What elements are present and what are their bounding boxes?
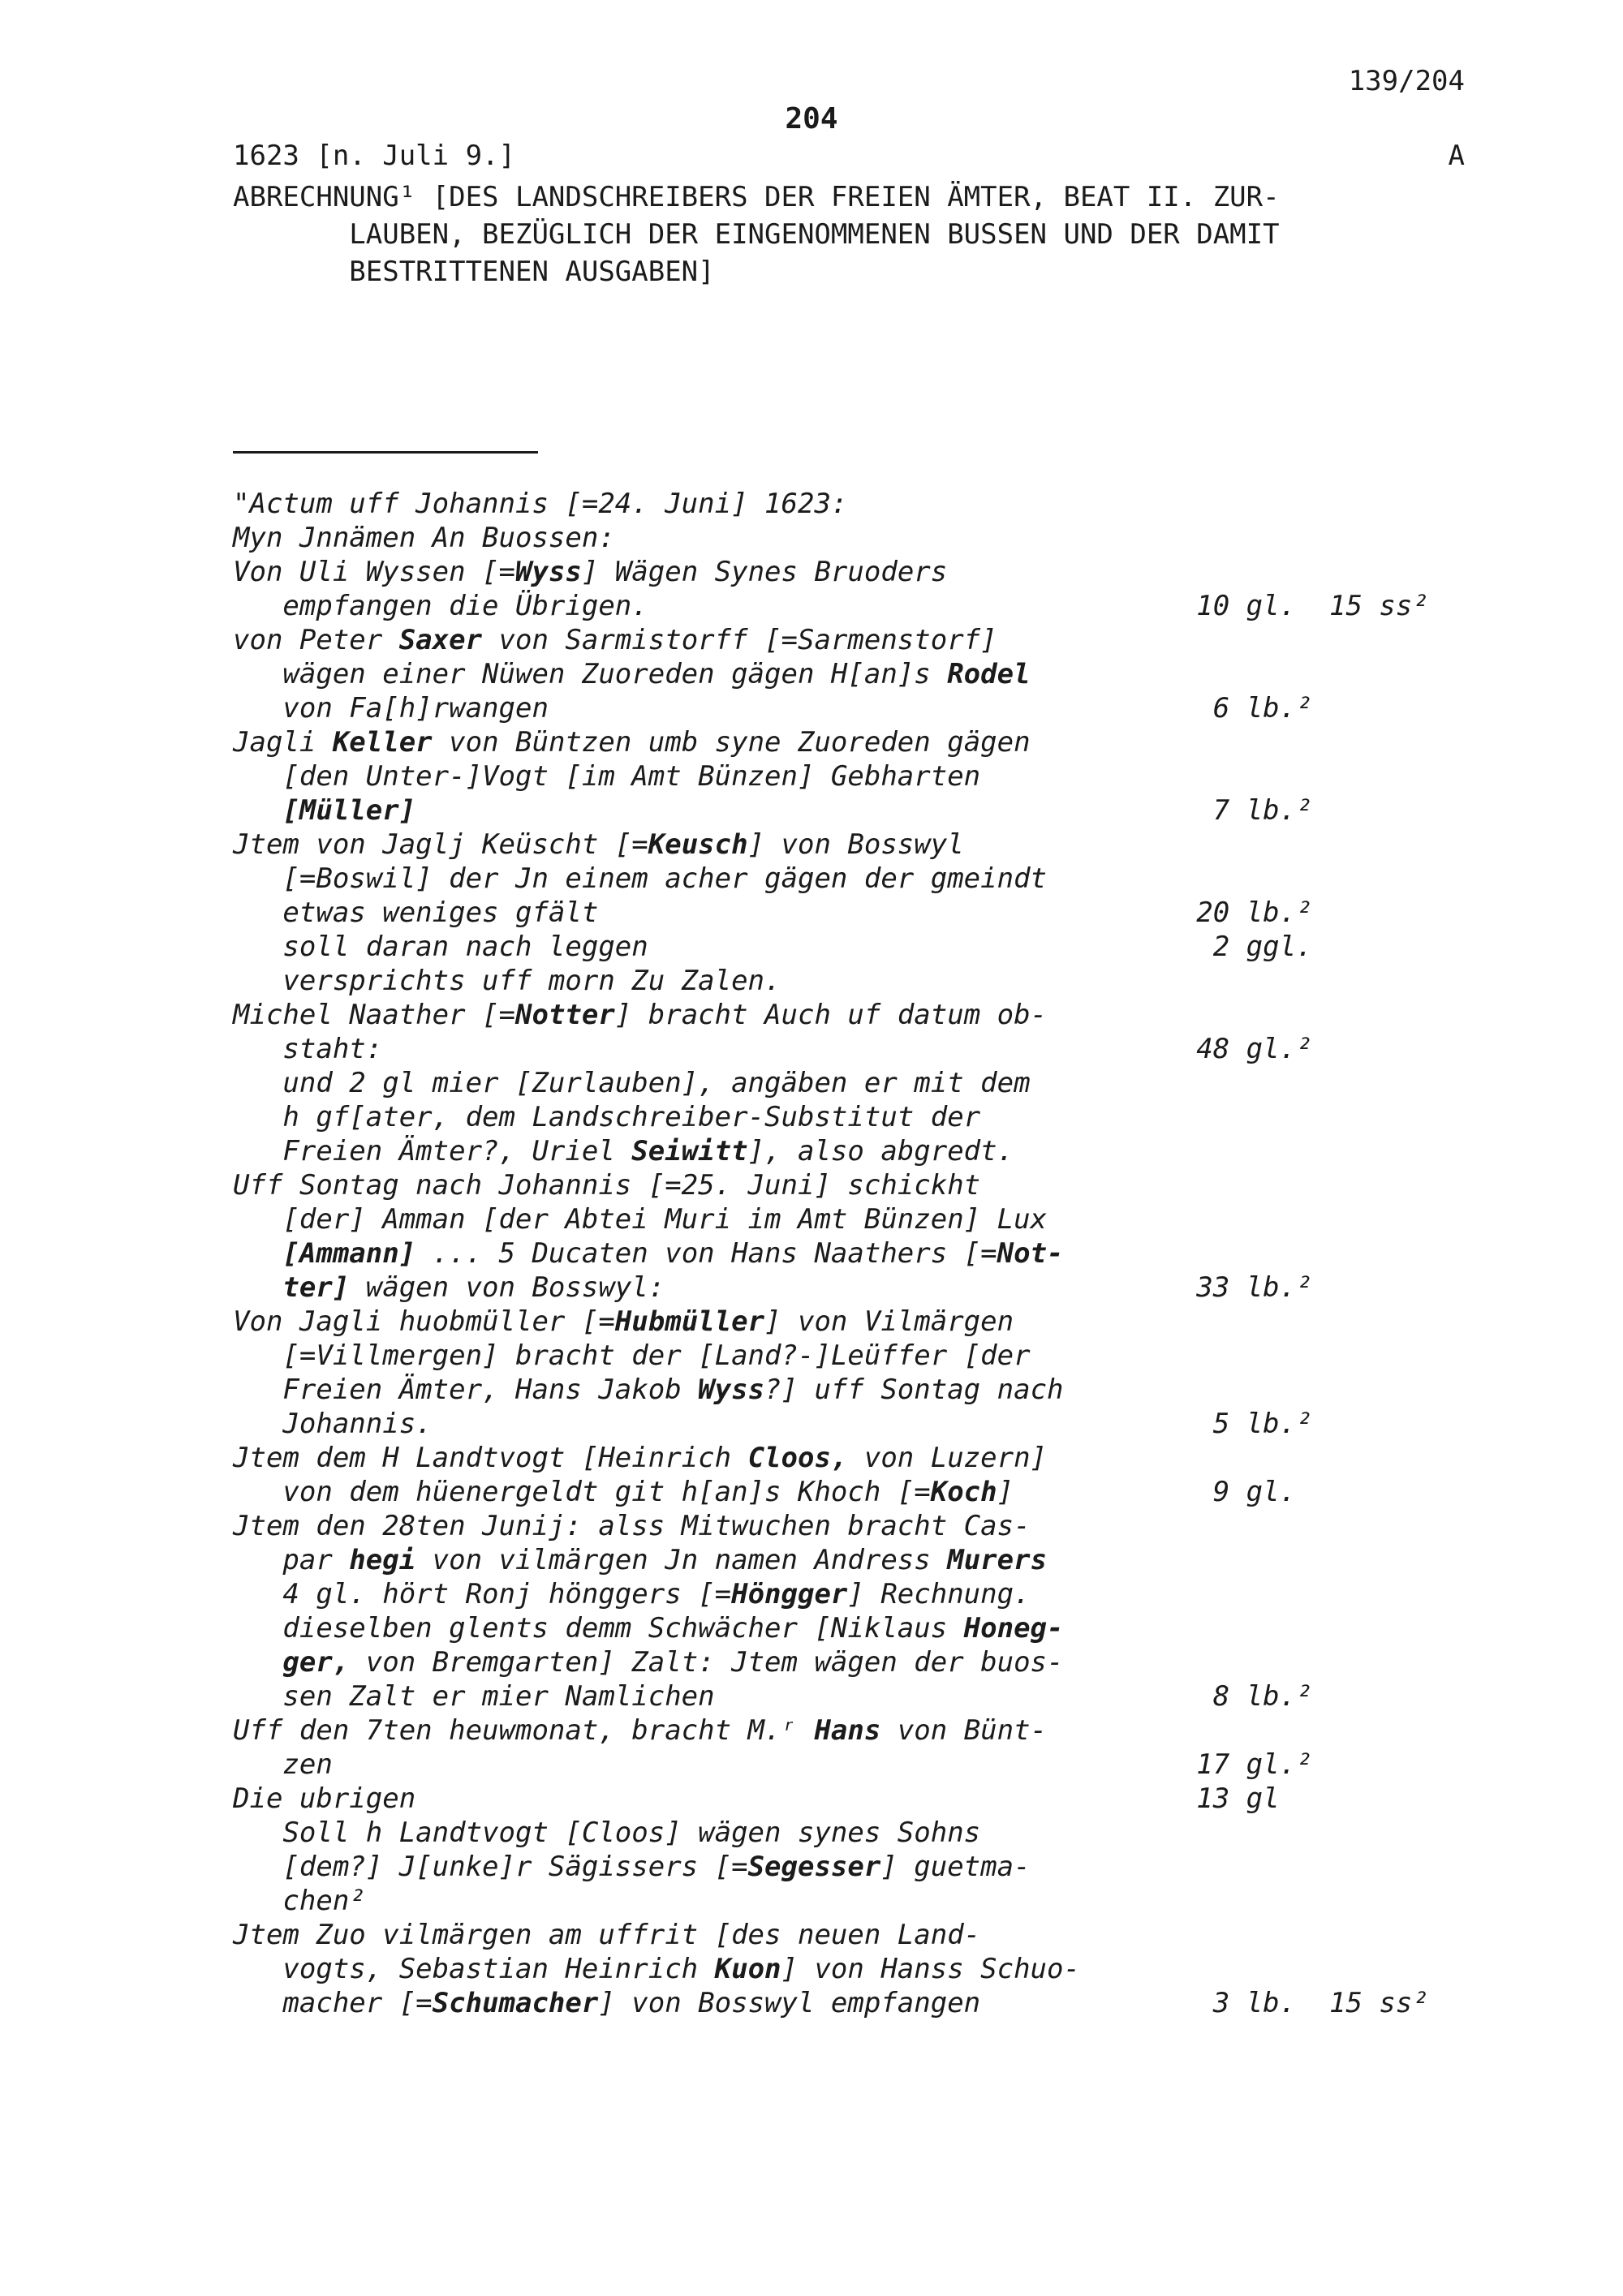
entry-line	[233, 623, 1465, 657]
entry-amount: 6 lb.²	[1196, 692, 1313, 724]
entry-line	[233, 1816, 1465, 1850]
entry-text: Jtem den 28ten Junij: alss Mitwuchen bracht Cas-	[233, 1510, 1031, 1542]
entry-text: h gf[ater, dem Landschreiber-Substitut der	[282, 1101, 981, 1133]
entry-text: ter] wägen von Bosswyl:	[282, 1271, 665, 1304]
entry-text: wägen einer Nüwen Zuoreden gägen H[an]s Rodel	[282, 658, 1031, 690]
entry-text: Die ubrigen	[233, 1782, 416, 1815]
entry-text: [Müller]	[282, 794, 416, 827]
entry-text: 4 gl. hört Ronj hönggers [=Höngger] Rechnung.	[282, 1578, 1031, 1610]
entry-line	[233, 1509, 1465, 1543]
entry-line	[233, 998, 1465, 1032]
entry-line	[233, 1305, 1465, 1339]
entry-text: Michel Naather [=Notter] bracht Auch uf datum ob-	[233, 999, 1048, 1031]
entry-amount: 13 gl	[1196, 1782, 1280, 1815]
entry-line	[233, 896, 1465, 930]
dateline	[233, 140, 1465, 172]
entry-text: ger, von Bremgarten] Zalt: Jtem wägen der buos-	[282, 1646, 1064, 1679]
entry-text: Jtem dem H Landtvogt [Heinrich Cloos, von Luzern]	[233, 1442, 1048, 1474]
entry-text: Von Jagli huobmüller [=Hubmüller] von Vilmärgen	[233, 1305, 1014, 1338]
entry-text: soll daran nach leggen	[282, 931, 648, 963]
entry-text: [dem?] J[unke]r Sägissers [=Segesser] guetma-	[282, 1851, 1031, 1883]
entry-line	[233, 1271, 1465, 1305]
entry-line	[233, 1645, 1465, 1679]
entry-text: von dem hüenergeldt git h[an]s Khoch [=Koch]	[282, 1476, 1014, 1508]
entry-text: Jagli Keller von Büntzen umb syne Zuoreden gägen	[233, 726, 1031, 759]
entry-line	[233, 964, 1465, 998]
entry-line	[233, 1918, 1465, 1952]
entry-line	[233, 1884, 1465, 1918]
entry-text: Soll h Landtvogt [Cloos] wägen synes Sohns	[282, 1817, 981, 1849]
entry-text: Freien Ämter?, Uriel Seiwitt], also abgredt.	[282, 1135, 1014, 1167]
entry-line	[233, 1236, 1465, 1271]
entry-line	[233, 1952, 1465, 1986]
entry-line	[233, 1475, 1465, 1509]
entry-text: dieselben glents demm Schwächer [Niklaus Honeg-	[282, 1612, 1064, 1645]
entry-text: staht:	[282, 1033, 383, 1065]
entry-line	[233, 1713, 1465, 1748]
entry-line	[233, 1407, 1465, 1441]
entry-line	[233, 589, 1465, 623]
entry-text: chen²	[282, 1885, 366, 1917]
document-body	[233, 487, 1465, 2020]
entry-line	[233, 1339, 1465, 1373]
entry-text: Uff Sontag nach Johannis [=25. Juni] schickht	[233, 1169, 981, 1202]
entry-amount: 17 gl.²	[1196, 1748, 1313, 1781]
entry-line	[233, 1032, 1465, 1066]
entry-text: par hegi von vilmärgen Jn namen Andress Murers	[282, 1544, 1048, 1576]
entry-line	[233, 1543, 1465, 1577]
entry-text: Uff den 7ten heuwmonat, bracht M.ʳ Hans von Bünt-	[233, 1714, 1048, 1747]
entry-amount: 10 gl. 15 ss²	[1196, 590, 1429, 622]
entry-amount: 20 lb.²	[1196, 896, 1313, 929]
entry-line	[233, 1850, 1465, 1884]
entry-text: [der] Amman [der Abtei Muri im Amt Bünzen] Lux	[282, 1203, 1048, 1236]
entry-amount: 3 lb. 15 ss²	[1196, 1987, 1429, 2019]
entry-line	[233, 691, 1465, 725]
entry-text: Von Uli Wyssen [=Wyss] Wägen Synes Bruoders	[233, 556, 948, 588]
entry-amount: 2 ggl.	[1196, 931, 1313, 963]
entry-line	[233, 487, 1465, 521]
dateline-letter: A	[1448, 140, 1465, 172]
entry-line	[233, 828, 1465, 862]
entry-line	[233, 1986, 1465, 2020]
heading-line: BESTRITTENEN AUSGABEN]	[349, 256, 715, 288]
heading-line: ABRECHNUNG¹ [DES LANDSCHREIBERS DER FREIEN ÄMTER, BEAT II. ZUR-	[233, 181, 1280, 213]
entry-line	[233, 1782, 1465, 1816]
entry-line	[233, 793, 1465, 828]
document-heading	[233, 178, 1465, 290]
entry-text: [den Unter-]Vogt [im Amt Bünzen] Gebharten	[282, 760, 981, 793]
entry-text: macher [=Schumacher] von Bosswyl empfangen	[282, 1987, 981, 2019]
entry-line	[233, 725, 1465, 759]
entry-text: von Fa[h]rwangen	[282, 692, 549, 724]
entry-amount: 33 lb.²	[1196, 1271, 1313, 1304]
entry-text: von Peter Saxer von Sarmistorff [=Sarmenstorf]	[233, 624, 997, 656]
entry-text: Myn Jnnämen An Buossen:	[233, 522, 615, 554]
entry-line	[233, 759, 1465, 793]
entry-text: Jtem von Jaglj Keüscht [=Keusch] von Bosswyl	[233, 828, 964, 861]
entry-line	[233, 1202, 1465, 1236]
entry-text: vogts, Sebastian Heinrich Kuon] von Hanss Schuo-	[282, 1953, 1080, 1985]
entry-line	[233, 657, 1465, 691]
entry-line	[233, 1441, 1465, 1475]
entry-text: Johannis.	[282, 1408, 433, 1440]
entry-line	[233, 1611, 1465, 1645]
entry-line	[233, 862, 1465, 896]
entry-line	[233, 1679, 1465, 1713]
entry-text: empfangen die Übrigen.	[282, 590, 648, 622]
entry-line	[233, 1066, 1465, 1100]
entry-line	[233, 1373, 1465, 1407]
entry-amount: 9 gl.	[1196, 1476, 1297, 1508]
entry-line	[233, 930, 1465, 964]
dateline-date: 1623 [n. Juli 9.]	[233, 140, 515, 172]
entry-line	[233, 1100, 1465, 1134]
entry-text: [=Villmergen] bracht der [Land?-]Leüffer [der	[282, 1339, 1031, 1372]
entry-text: etwas weniges gfält	[282, 896, 599, 929]
entry-line	[233, 1168, 1465, 1202]
entry-line	[233, 521, 1465, 555]
page-number: 204	[785, 102, 838, 135]
footnote-separator-rule	[233, 451, 538, 454]
entry-line	[233, 1748, 1465, 1782]
entry-text: sen Zalt er mier Namlichen	[282, 1680, 715, 1713]
entry-amount: 7 lb.²	[1196, 794, 1313, 827]
entry-text: und 2 gl mier [Zurlauben], angäben er mit dem	[282, 1067, 1031, 1099]
heading-line: LAUBEN, BEZÜGLICH DER EINGENOMMENEN BUSSEN UND DER DAMIT	[349, 218, 1280, 251]
entry-text: Freien Ämter, Hans Jakob Wyss?] uff Sontag nach	[282, 1374, 1064, 1406]
entry-text: Jtem Zuo vilmärgen am uffrit [des neuen Land-	[233, 1919, 981, 1951]
folio-number: 139/204	[1348, 65, 1465, 97]
entry-text: zen	[282, 1748, 333, 1781]
entry-line	[233, 1134, 1465, 1168]
entry-amount: 5 lb.²	[1196, 1408, 1313, 1440]
entry-line	[233, 555, 1465, 589]
entry-amount: 8 lb.²	[1196, 1680, 1313, 1713]
entry-amount: 48 gl.²	[1196, 1033, 1313, 1065]
entry-text: [=Boswil] der Jn einem acher gägen der gmeindt	[282, 862, 1048, 895]
entry-text: versprichts uff morn Zu Zalen.	[282, 965, 781, 997]
entry-line	[233, 1577, 1465, 1611]
entry-text: "Actum uff Johannis [=24. Juni] 1623:	[233, 488, 848, 520]
entry-text: [Ammann] ... 5 Ducaten von Hans Naathers [=Not-	[282, 1237, 1064, 1270]
